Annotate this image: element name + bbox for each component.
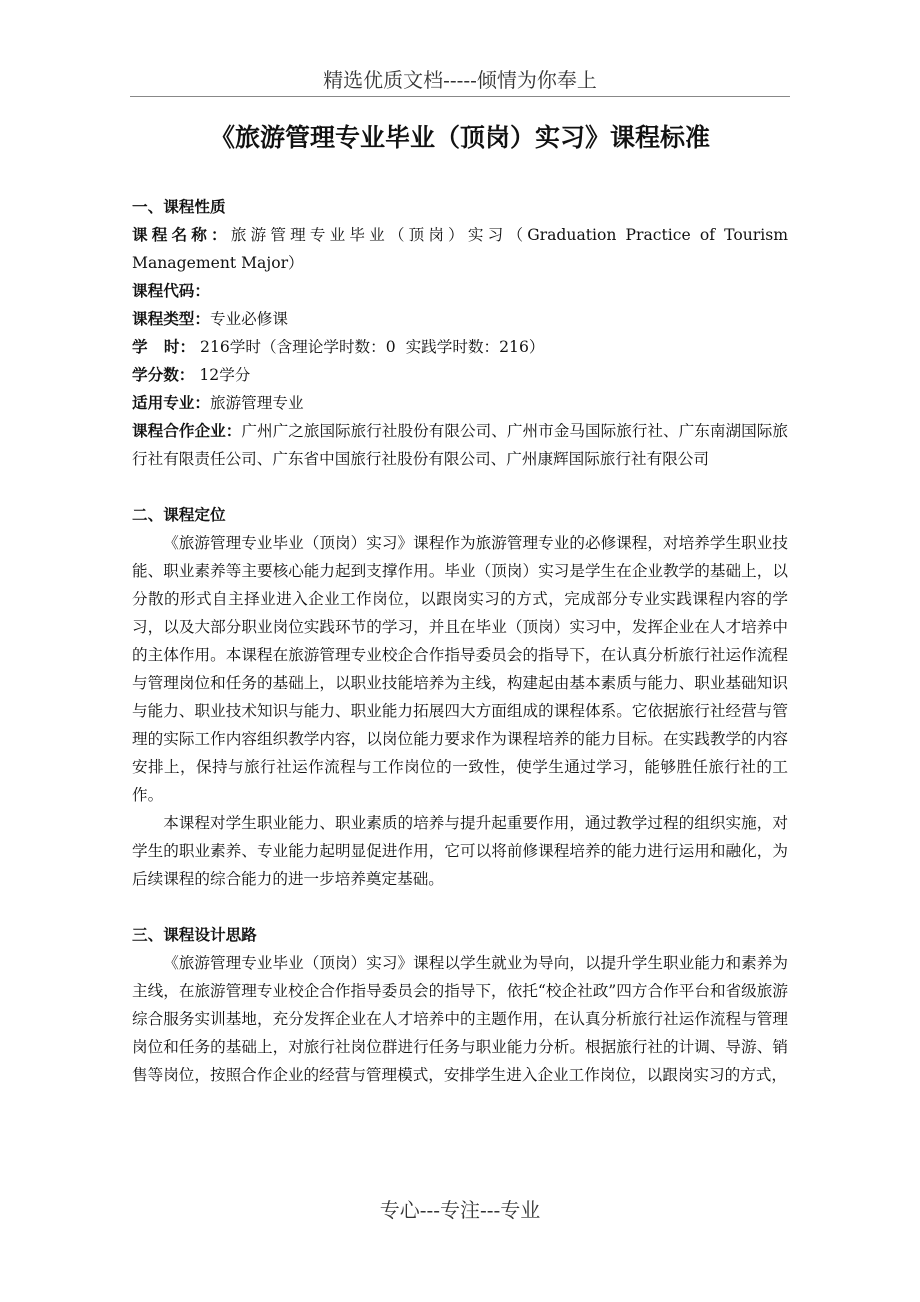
field-course-code	[132, 277, 788, 305]
field-value: 旅游管理专业毕业（顶岗）实习（Graduation Practice of Tourism Management Major）	[132, 226, 788, 272]
field-label: 学 时：	[132, 338, 196, 356]
section-heading-course-positioning: 二、课程定位	[132, 506, 226, 524]
paragraph: 《旅游管理专业毕业（顶岗）实习》课程作为旅游管理专业的必修课程，对培养学生职业技能、职业素养等主要核心能力起到支撑作用。毕业（顶岗）实习是学生在企业教学的基础上，以分散的形式自主择业进入企业工作岗位，以跟岗实习的方式，完成部分专业实践课程内容的学习，以及大部分职业岗位实践环节的学习，并且在毕业（顶岗）实习中，发挥企业在人才培养中的主体作用。本课程在旅游管理专业校企合作指导委员会的指导下，在认真分析旅行社运作流程与管理岗位和任务的基础上，以职业技能培养为主线，构建起由基本素质与能力、职业基础知识与能力、职业技术知识与能力、职业能力拓展四大方面组成的课程体系。它依据旅行社经营与管理的实际工作内容组织教学内容，以岗位能力要求作为课程培养的能力目标。在实践教学的内容安排上，保持与旅行社运作流程与工作岗位的一致性，使学生通过学习，能够胜任旅行社的工作。	[132, 534, 788, 804]
field-label: 学分数：	[132, 366, 195, 384]
document-body	[132, 193, 788, 1089]
paragraph: 本课程对学生职业能力、职业素质的培养与提升起重要作用，通过教学过程的组织实施，对学生的职业素养、专业能力起明显促进作用，它可以将前修课程培养的能力进行运用和融化，为后续课程的综合能力的进一步培养奠定基础。	[132, 814, 788, 888]
field-label: 适用专业：	[132, 394, 210, 412]
field-label: 课程类型：	[132, 310, 210, 328]
field-label: 课程名称：	[132, 226, 231, 244]
field-value: 216学时（含理论学时数：0 实践学时数：216）	[195, 338, 545, 356]
field-value: 广州广之旅国际旅行社股份有限公司、广州市金马国际旅行社、广东南湖国际旅行社有限责任公司、广东省中国旅行社股份有限公司、广州康辉国际旅行社有限公司	[132, 422, 788, 468]
field-applicable-major	[132, 389, 788, 417]
field-course-name	[132, 221, 788, 277]
field-partner-companies	[132, 417, 788, 473]
field-label: 课程代码：	[132, 282, 210, 300]
field-value: 旅游管理专业	[209, 394, 304, 412]
section-heading-course-nature: 一、课程性质	[132, 198, 226, 216]
document-title: 《旅游管理专业毕业（顶岗）实习》课程标准	[209, 123, 710, 152]
spacer	[132, 893, 788, 921]
section-heading-design-approach: 三、课程设计思路	[132, 926, 257, 944]
field-label: 课程合作企业：	[132, 422, 242, 440]
field-credits	[132, 361, 788, 389]
field-value: 12学分	[194, 366, 251, 384]
field-value: 专业必修课	[209, 310, 288, 328]
field-hours	[132, 333, 788, 361]
page-footer: 专心---专注---专业	[379, 1198, 541, 1222]
header-rule	[130, 96, 790, 97]
field-course-type	[132, 305, 788, 333]
spacer	[132, 473, 788, 501]
paragraph: 《旅游管理专业毕业（顶岗）实习》课程以学生就业为导向，以提升学生职业能力和素养为主线，在旅游管理专业校企合作指导委员会的指导下，依托“校企社政”四方合作平台和省级旅游综合服务实训基地，充分发挥企业在人才培养中的主题作用，在认真分析旅行社运作流程与管理岗位和任务的基础上，对旅行社岗位群进行任务与职业能力分析。根据旅行社的计调、导游、销售等岗位，按照合作企业的经营与管理模式，安排学生进入企业工作岗位，以跟岗实习的方式，	[132, 954, 788, 1084]
page-header: 精选优质文档-----倾情为你奉上	[323, 68, 597, 92]
